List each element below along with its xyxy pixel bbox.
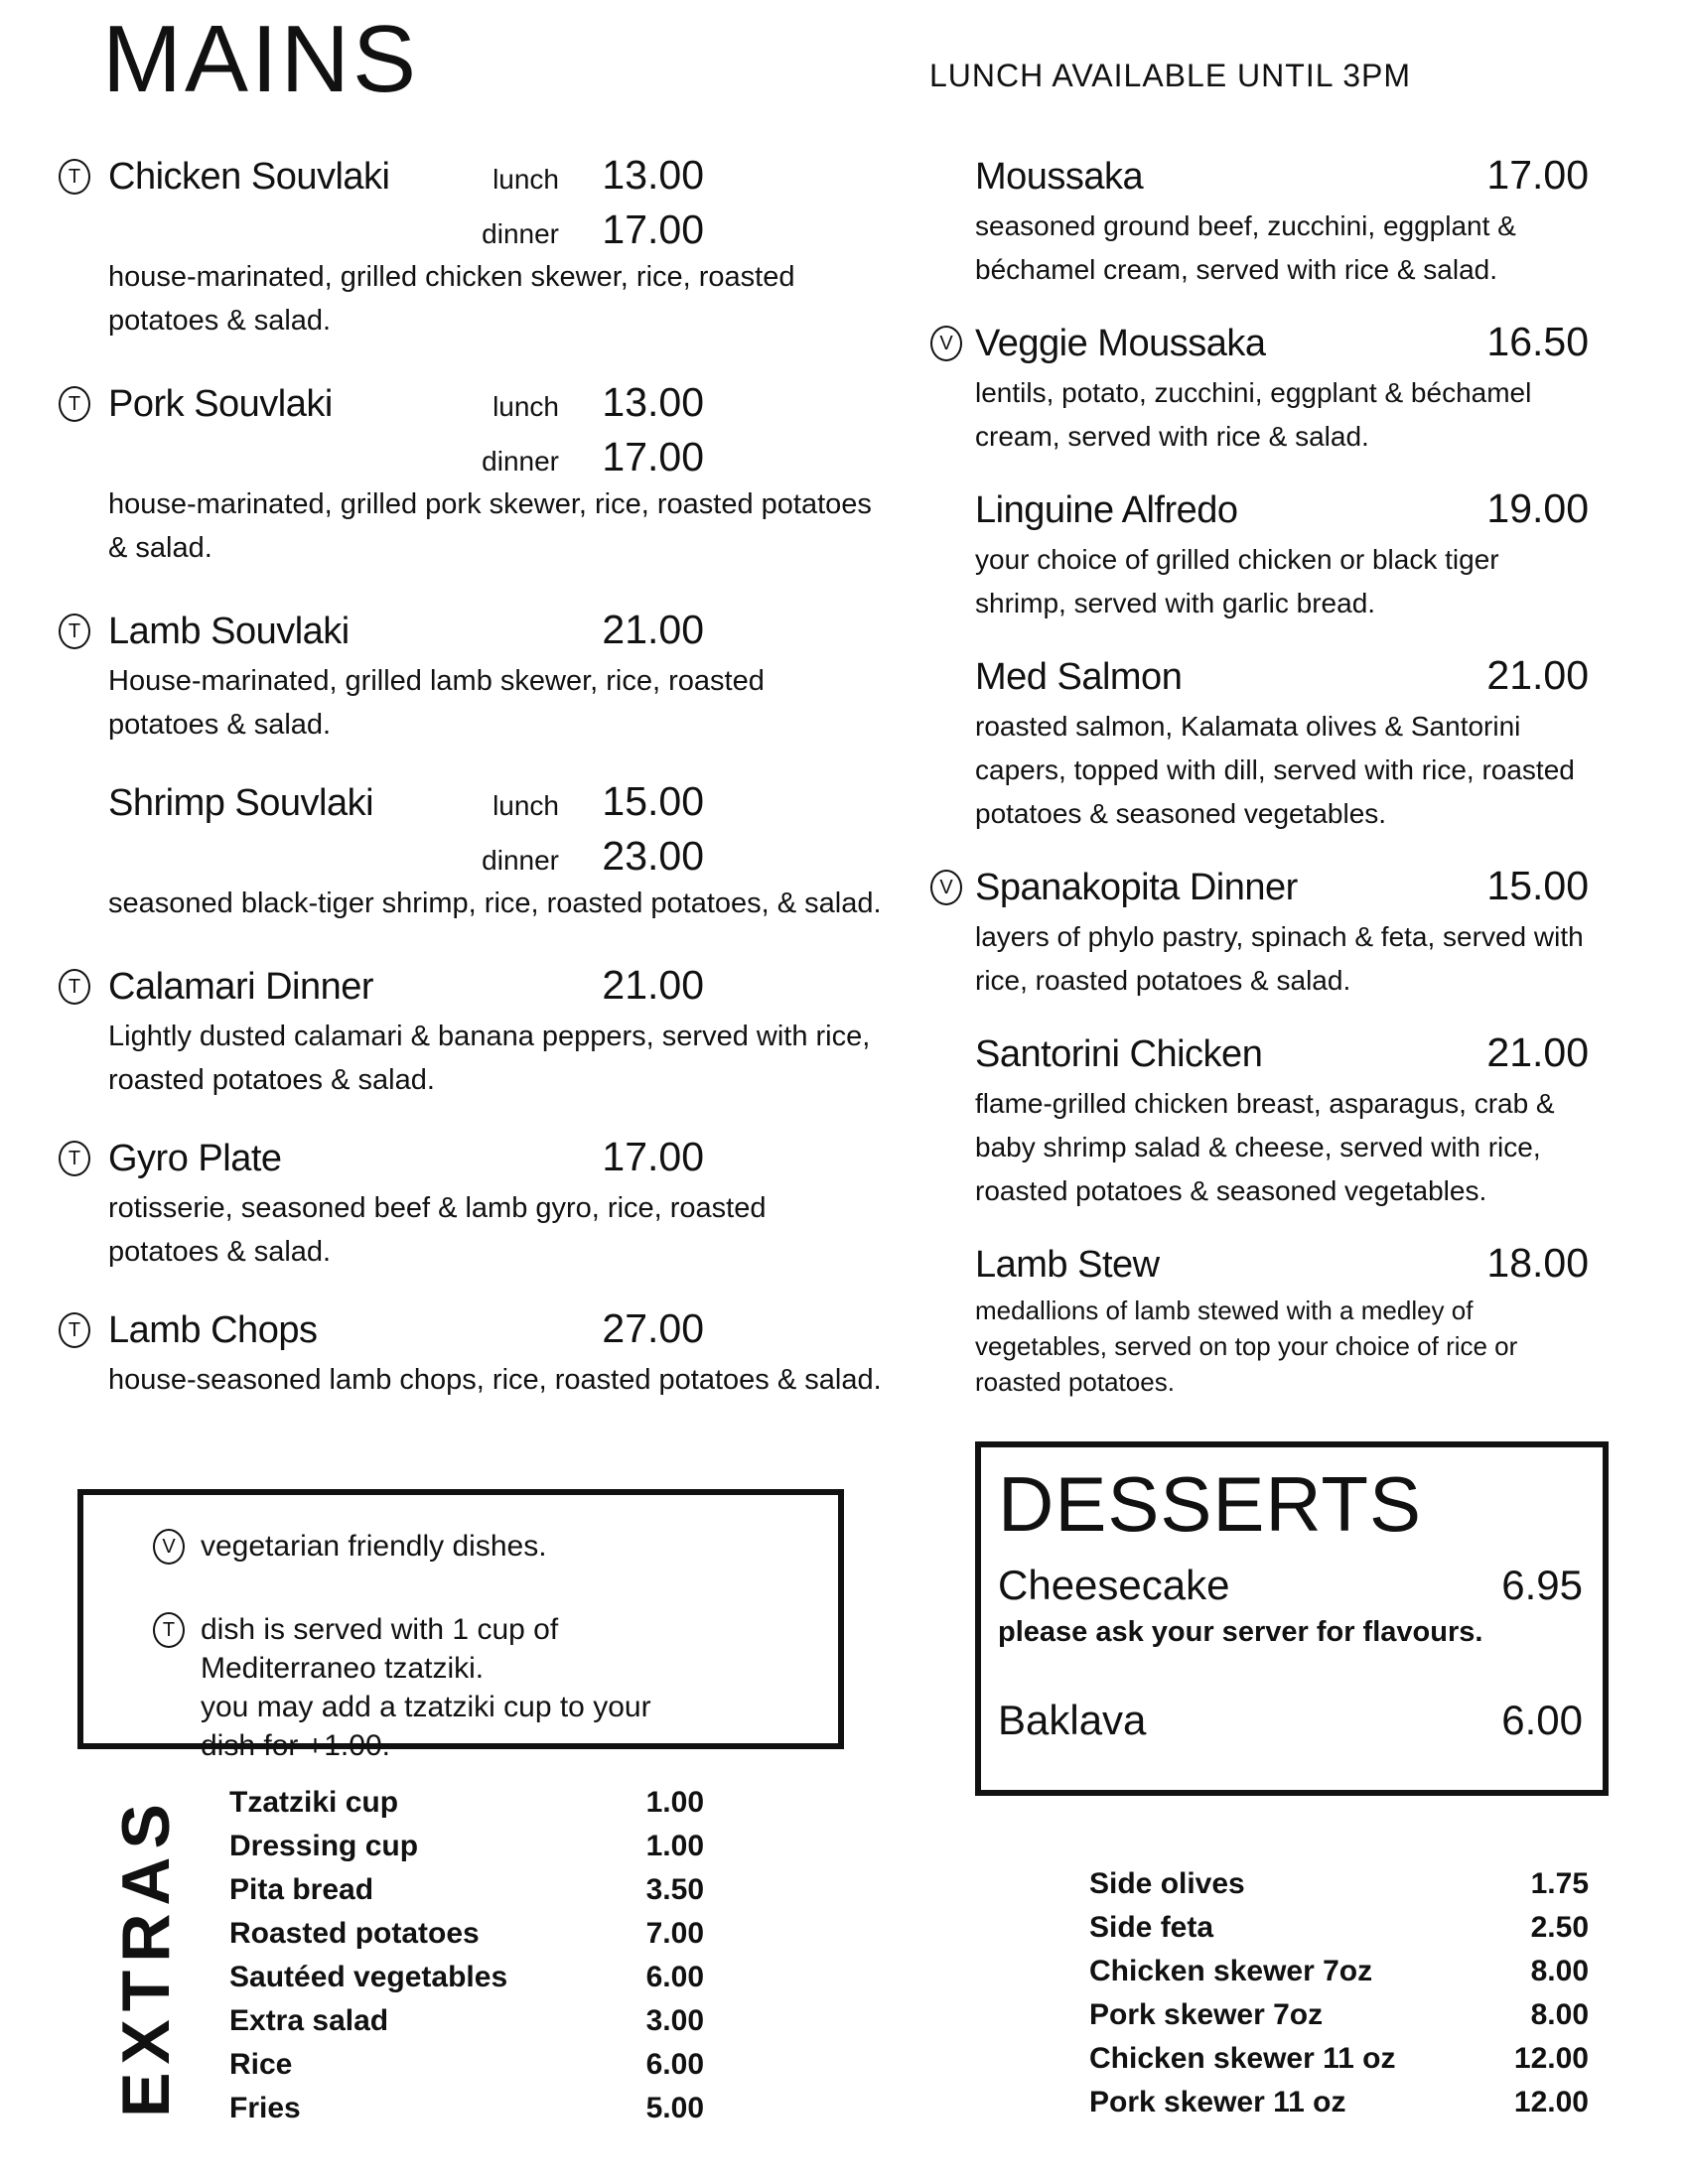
item-description: Lightly dusted calamari & banana peppers, served with rice, roasted potatoes & salad.: [108, 1021, 871, 1096]
dessert-note: please ask your server for flavours.: [998, 1616, 1483, 1648]
tzatziki-badge-icon: T: [59, 1141, 90, 1176]
item-price: 19.00: [1486, 485, 1589, 531]
extra-name: Dressing cup: [229, 1830, 419, 1862]
legend-tzatziki-line: dish for +1.00.: [201, 1729, 390, 1762]
side-price: 1.75: [1530, 1867, 1589, 1900]
extra-name: Extra salad: [229, 2004, 389, 2037]
extras-list: [229, 1781, 704, 2130]
item-description: house-marinated, grilled pork skewer, rice, roasted potatoes & salad.: [108, 488, 872, 564]
side-row: [1089, 2081, 1589, 2124]
item-name: Linguine Alfredo: [975, 489, 1238, 531]
item-price: 21.00: [1486, 1029, 1589, 1075]
menu-item-veggie-moussaka: [930, 316, 1589, 459]
price-label: lunch: [492, 790, 559, 821]
extras-row: [229, 1999, 704, 2043]
extras-row: [229, 1825, 704, 1868]
extra-price: 5.00: [645, 2092, 704, 2124]
menu-item-shrimp-souvlaki: [59, 775, 882, 925]
mains-right-column: [930, 149, 1589, 1424]
item-description: seasoned ground beef, zucchini, eggplant & béchamel cream, served with rice & salad.: [975, 210, 1516, 285]
menu-item-moussaka: [930, 149, 1589, 292]
item-description: House-marinated, grilled lamb skewer, rice, roasted potatoes & salad.: [108, 665, 765, 741]
menu-item-med-salmon: [930, 649, 1589, 836]
item-description: layers of phylo pastry, spinach & feta, served with rice, roasted potatoes & salad.: [975, 921, 1584, 996]
extra-price: 6.00: [645, 2048, 704, 2081]
extras-row: [229, 1781, 704, 1825]
tzatziki-badge-icon: T: [59, 159, 90, 195]
side-name: Pork skewer 11 oz: [1089, 2086, 1346, 2118]
item-price: 13.00: [602, 152, 704, 198]
extra-price: 1.00: [645, 1830, 704, 1862]
item-name: Chicken Souvlaki: [108, 156, 390, 198]
menu-item-linguine-alfredo: [930, 482, 1589, 625]
menu-item-calamari-dinner: [59, 959, 871, 1102]
menu-item-lamb-souvlaki: [59, 604, 853, 747]
side-name: Side olives: [1089, 1867, 1245, 1900]
dessert-item-baklava: [998, 1696, 1583, 1745]
side-row: [1089, 1993, 1589, 2037]
item-description: house-seasoned lamb chops, rice, roasted potatoes & salad.: [108, 1364, 882, 1396]
side-price: 2.50: [1530, 1911, 1589, 1944]
legend-tzatziki-line: you may add a tzatziki cup to your: [201, 1691, 651, 1723]
item-name: Shrimp Souvlaki: [108, 782, 374, 824]
extra-name: Roasted potatoes: [229, 1917, 480, 1950]
item-description: rotisserie, seasoned beef & lamb gyro, rice, roasted potatoes & salad.: [108, 1192, 767, 1268]
side-row: [1089, 1950, 1589, 1993]
legend-tzatziki-line: Mediterraneo tzatziki.: [201, 1652, 485, 1685]
mains-left-column: [59, 149, 882, 1431]
sides-list: [1089, 1862, 1589, 2124]
extras-row: [229, 1956, 704, 1999]
menu-item-pork-souvlaki: [59, 376, 872, 570]
extra-name: Pita bread: [229, 1873, 374, 1906]
extras-row: [229, 2087, 704, 2130]
extra-price: 3.00: [645, 2004, 704, 2037]
item-name: Lamb Souvlaki: [108, 611, 350, 652]
item-name: Calamari Dinner: [108, 966, 374, 1008]
tzatziki-badge-icon: T: [153, 1612, 185, 1648]
menu-item-lamb-stew: [930, 1237, 1589, 1400]
item-price: 17.00: [602, 206, 704, 252]
item-price: 17.00: [1486, 152, 1589, 198]
item-name: Pork Souvlaki: [108, 383, 333, 425]
item-name: Lamb Chops: [108, 1309, 318, 1351]
price-label: dinner: [482, 446, 559, 477]
price-label: lunch: [492, 164, 559, 195]
extra-price: 6.00: [645, 1961, 704, 1993]
tzatziki-badge-icon: T: [59, 614, 90, 649]
item-price: 6.95: [1501, 1562, 1583, 1608]
item-price: 15.00: [602, 778, 704, 824]
item-description: your choice of grilled chicken or black tiger shrimp, served with garlic bread.: [975, 544, 1499, 618]
vegetarian-badge-icon: V: [930, 870, 962, 905]
side-row: [1089, 2037, 1589, 2081]
side-name: Chicken skewer 7oz: [1089, 1955, 1373, 1987]
side-row: [1089, 1906, 1589, 1950]
item-price: 16.50: [1486, 319, 1589, 364]
tzatziki-badge-icon: T: [59, 1312, 90, 1348]
item-price: 17.00: [602, 434, 704, 479]
extras-row: [229, 2043, 704, 2087]
page-title: MAINS: [102, 6, 420, 112]
item-name: Veggie Moussaka: [975, 323, 1266, 364]
vegetarian-badge-icon: V: [930, 326, 962, 361]
extra-name: Fries: [229, 2092, 301, 2124]
side-name: Pork skewer 7oz: [1089, 1998, 1324, 2031]
price-label: dinner: [482, 218, 559, 249]
side-name: Chicken skewer 11 oz: [1089, 2042, 1396, 2075]
item-price: 23.00: [602, 833, 704, 879]
item-price: 6.00: [1501, 1697, 1583, 1743]
item-price: 15.00: [1486, 863, 1589, 908]
item-description: roasted salmon, Kalamata olives & Santorini capers, topped with dill, served with rice, roasted potatoes & seasoned vegetables.: [975, 711, 1575, 829]
item-name: Med Salmon: [975, 656, 1183, 698]
legend-box: [77, 1489, 844, 1762]
vegetarian-badge-icon: V: [153, 1529, 185, 1565]
item-name: Cheesecake: [998, 1562, 1230, 1608]
extras-section-title: EXTRAS: [108, 1796, 184, 2117]
item-description: flame-grilled chicken breast, asparagus, crab & baby shrimp salad & cheese, served with rice, roasted potatoes & seasoned vegetables.: [975, 1088, 1555, 1206]
tzatziki-badge-icon: T: [59, 969, 90, 1005]
side-row: [1089, 1862, 1589, 1906]
menu-item-spanakopita-dinner: [930, 860, 1589, 1003]
item-price: 21.00: [602, 607, 704, 652]
item-name: Moussaka: [975, 156, 1144, 198]
extra-price: 7.00: [645, 1917, 704, 1950]
price-label: dinner: [482, 845, 559, 876]
legend-tzatziki: [153, 1610, 818, 1765]
extras-row: [229, 1868, 704, 1912]
extra-price: 3.50: [645, 1873, 704, 1906]
item-price: 21.00: [602, 962, 704, 1008]
item-description: medallions of lamb stewed with a medley of vegetables, served on top your choice of rice or roasted potatoes.: [975, 1296, 1518, 1397]
menu-item-chicken-souvlaki: [59, 149, 853, 342]
item-price: 21.00: [1486, 652, 1589, 698]
menu-item-gyro-plate: [59, 1131, 853, 1274]
item-description: lentils, potato, zucchini, eggplant & béchamel cream, served with rice & salad.: [975, 377, 1532, 452]
item-price: 27.00: [602, 1305, 704, 1351]
extra-name: Sautéed vegetables: [229, 1961, 508, 1993]
price-label: lunch: [492, 391, 559, 422]
extra-name: Rice: [229, 2048, 293, 2081]
item-name: Santorini Chicken: [975, 1033, 1263, 1075]
menu-item-lamb-chops: [59, 1302, 882, 1402]
desserts-section-title: DESSERTS: [998, 1460, 1423, 1548]
item-description: seasoned black-tiger shrimp, rice, roasted potatoes, & salad.: [108, 887, 882, 919]
item-price: 17.00: [602, 1134, 704, 1179]
legend-tzatziki-line: dish is served with 1 cup of: [201, 1613, 559, 1646]
tzatziki-badge-icon: T: [59, 386, 90, 422]
item-name: Baklava: [998, 1697, 1147, 1743]
side-name: Side feta: [1089, 1911, 1214, 1944]
extra-price: 1.00: [645, 1786, 704, 1819]
item-price: 18.00: [1486, 1240, 1589, 1286]
item-price: 13.00: [602, 379, 704, 425]
legend-vegetarian-text: vegetarian friendly dishes.: [201, 1530, 547, 1563]
side-price: 8.00: [1530, 1955, 1589, 1987]
item-description: house-marinated, grilled chicken skewer, rice, roasted potatoes & salad.: [108, 261, 795, 337]
side-price: 8.00: [1530, 1998, 1589, 2031]
item-name: Lamb Stew: [975, 1244, 1160, 1286]
side-price: 12.00: [1513, 2086, 1589, 2118]
lunch-availability-notice: LUNCH AVAILABLE UNTIL 3PM: [929, 58, 1411, 93]
extra-name: Tzatziki cup: [229, 1786, 399, 1819]
desserts-box: [975, 1441, 1609, 1796]
item-name: Gyro Plate: [108, 1138, 282, 1179]
item-name: Spanakopita Dinner: [975, 867, 1298, 908]
legend-vegetarian: [153, 1527, 818, 1567]
dessert-item-cheesecake: [998, 1561, 1583, 1610]
menu-item-santorini-chicken: [930, 1026, 1589, 1213]
side-price: 12.00: [1513, 2042, 1589, 2075]
extras-row: [229, 1912, 704, 1956]
